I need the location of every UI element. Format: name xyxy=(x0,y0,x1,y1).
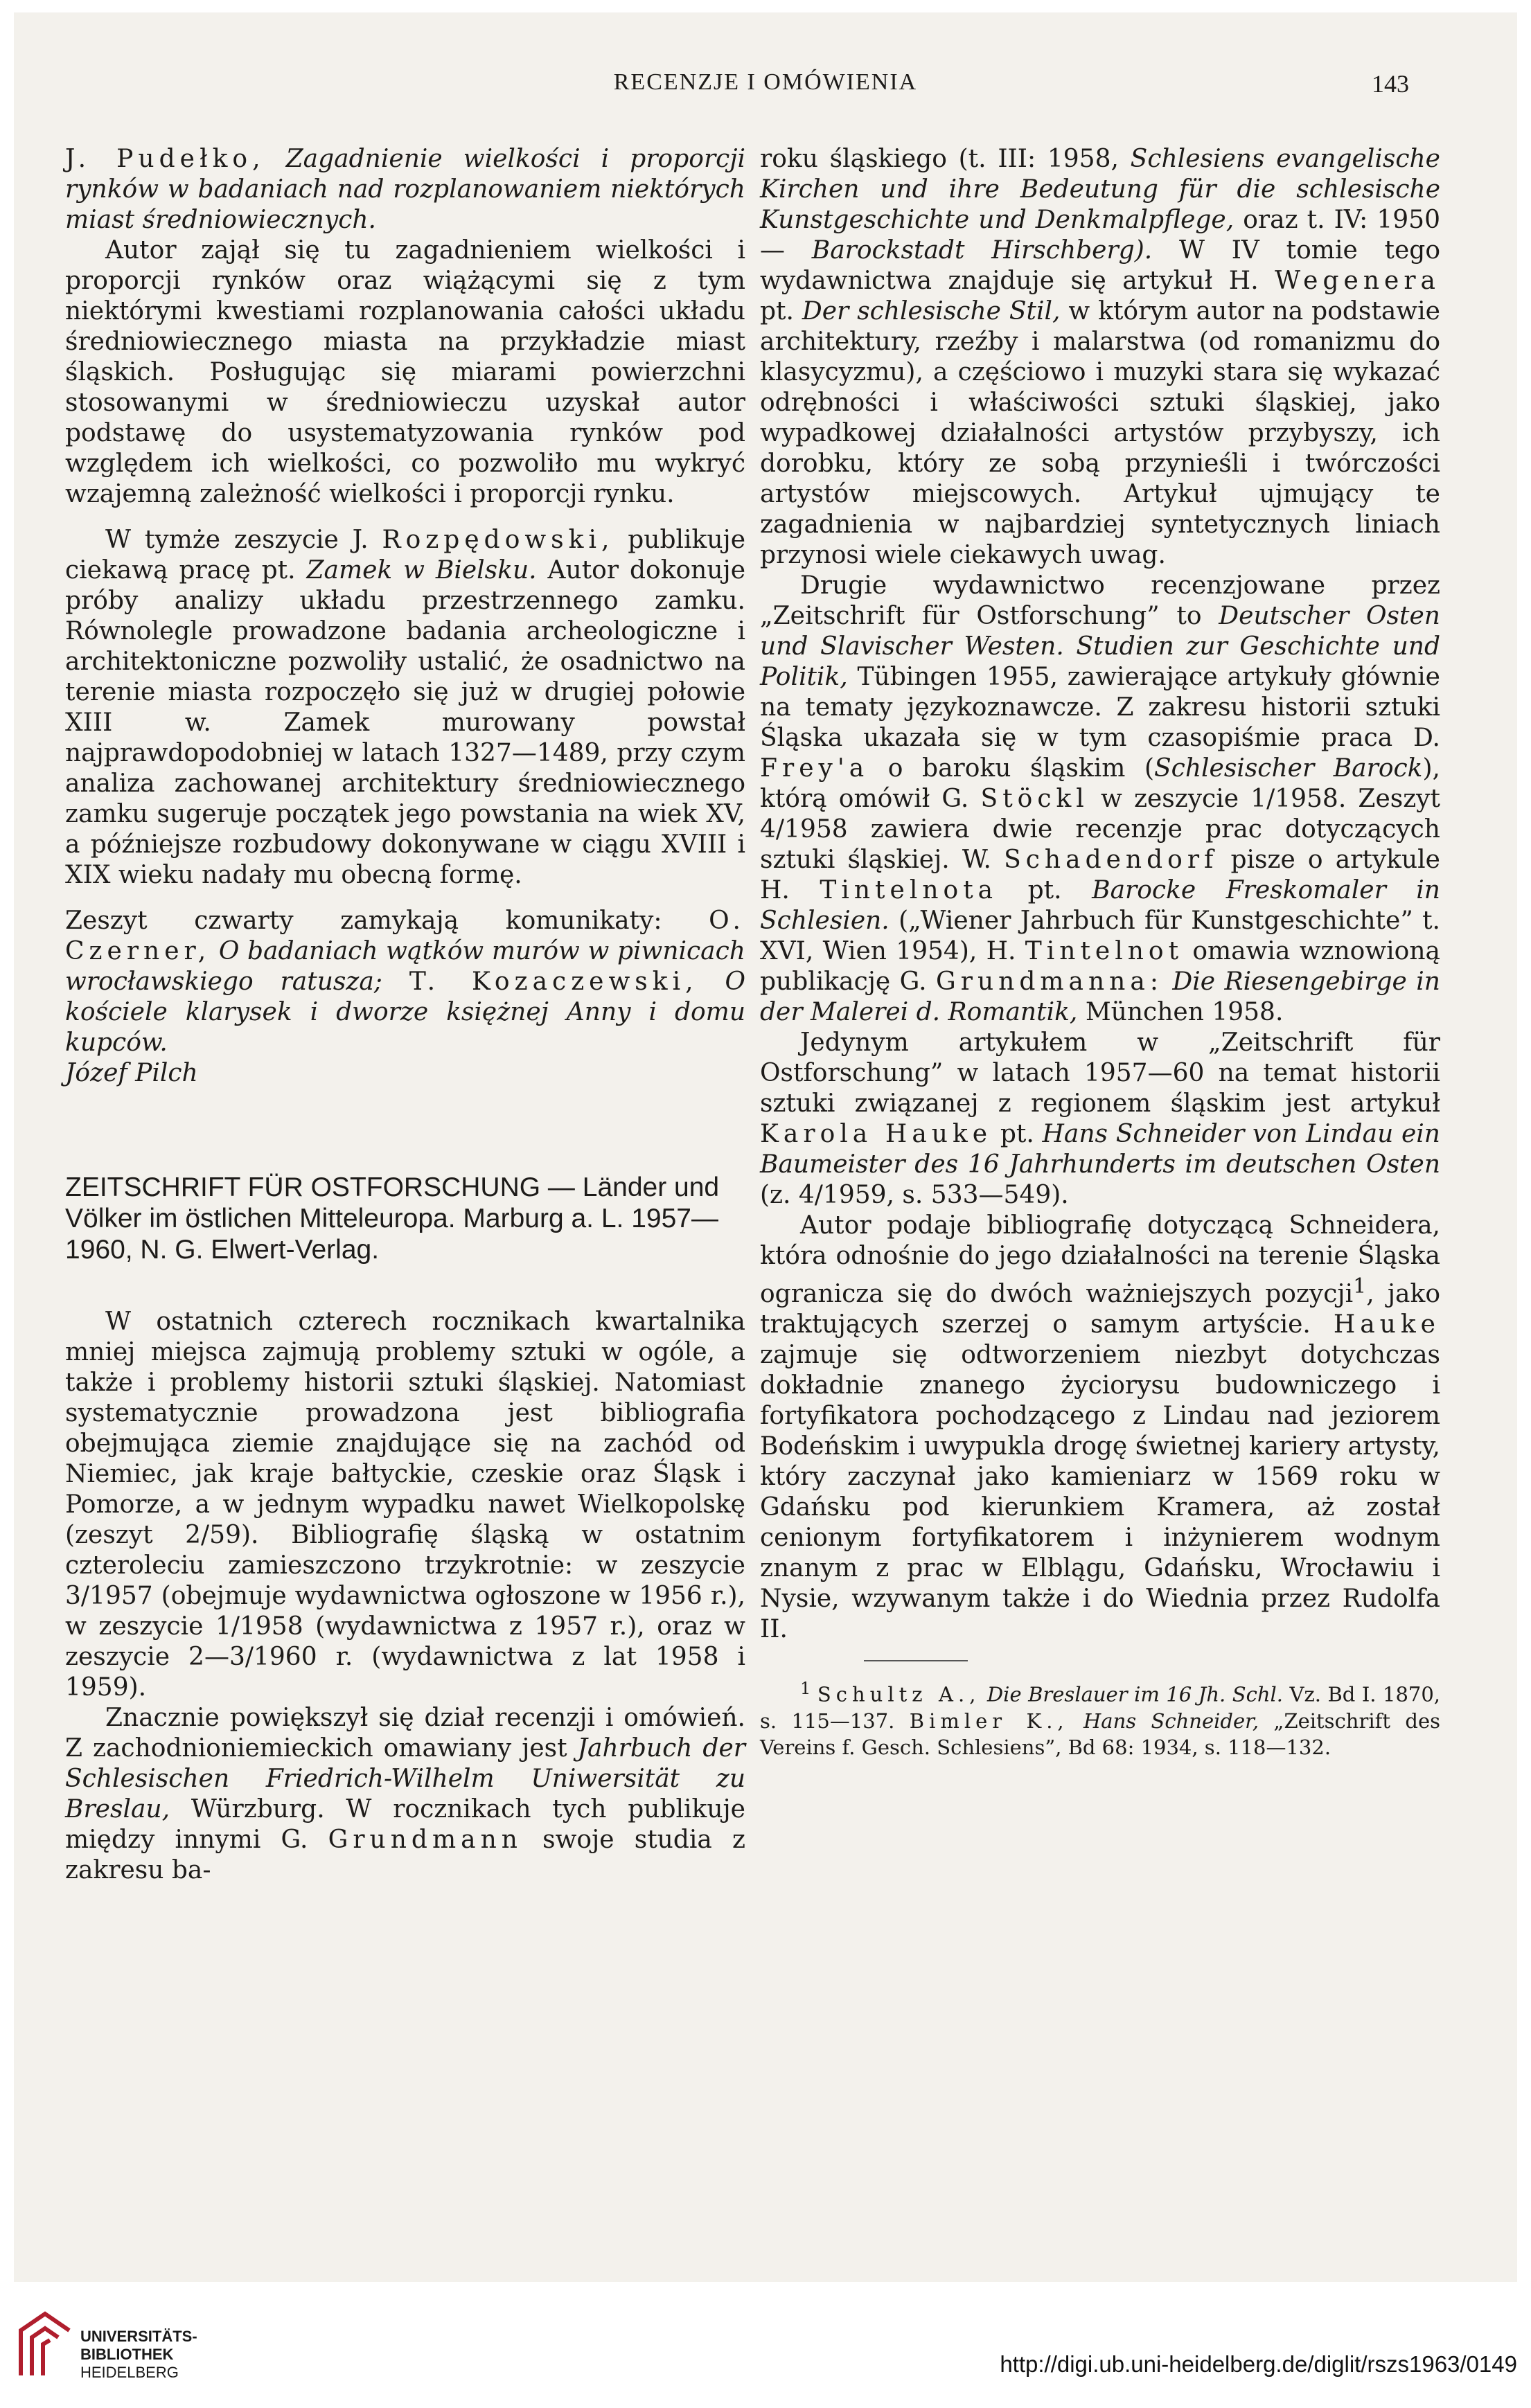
text-run: swoje studia z zakresu ba- xyxy=(65,1826,745,1884)
library-name xyxy=(80,2328,197,2382)
work-title: Jahrbuch der Schlesischen Friedrich-Wilhelm Uniwersität zu Breslau, xyxy=(65,1734,745,1823)
work-title: Hans Schneider, xyxy=(1083,1709,1259,1733)
right-paragraph-1 xyxy=(760,144,1440,571)
page-number: 143 xyxy=(1372,70,1409,98)
text-run: Vz. Bd I. 1870, s. 115—137. xyxy=(760,1682,1441,1733)
footnote-number: 1 xyxy=(800,1679,811,1698)
library-logo-icon xyxy=(14,2310,73,2379)
work-title: Schlesiens evangelische Kirchen und ihre Bedeutung für die schlesische Kunstgeschichte und Denkmalpflege, xyxy=(760,145,1440,234)
work-title: Hans Schneider von Lindau ein Baumeister des 16 Jahrhunderts im deutschen Osten xyxy=(760,1120,1440,1179)
left-paragraph-5: W ostatnich czterech rocznikach kwartalnika mniej miejsca zajmują problemy sztuki w ogóle, a także i problemy historii sztuki śląskiej. Natomiast systematycznie prowadzona jest bibliografia obejmująca ziemie znajdujące się na zachód od Niemiec, jak kraje bałtyckie, czeskie oraz Śląsk i Pomorze, a w jednym wypadku nawet Wielkopolskę (zeszyt 2/59). Bibliografię śląską w ostatnim czteroleciu zamieszczono trzykrotnie: w zeszycie 3/1957 (obejmuje wydawnictwa ogłoszone w 1956 r.), w zeszycie 1/1958 (wydawnictwa z 1957 r.), oraz w zeszycie 2—3/1960 r. (wydawnictwa z lat 1958 i 1959). xyxy=(65,1308,745,1702)
author-name: Schadendorf xyxy=(1004,846,1219,874)
text-run: W tymże zeszycie J. xyxy=(105,526,369,554)
right-paragraph-3 xyxy=(760,1028,1440,1211)
footnote-divider xyxy=(864,1660,968,1661)
text-run: publikuje ciekawą pracę pt. xyxy=(65,526,746,585)
work-title: Zamek w Bielsku. xyxy=(306,556,537,585)
work-title: O badaniach wątków murów w piwnicach wrocławskiego ratusza; xyxy=(65,937,745,996)
work-title: Die Breslauer im 16 Jh. Schl. xyxy=(986,1682,1284,1706)
footnote-marker: 1 xyxy=(1353,1274,1367,1299)
signature: Józef Pilch xyxy=(65,1059,198,1087)
right-paragraph-4 xyxy=(760,1211,1440,1645)
author-name: Karola Hauke xyxy=(760,1120,993,1148)
author-name: Tintelnota xyxy=(820,876,998,904)
logo-strokes xyxy=(21,2314,69,2375)
library-name-line: BIBLIOTHEK xyxy=(80,2346,174,2363)
work-title: Der schlesische Stil, xyxy=(802,297,1061,325)
text-run: o baroku śląskim ( xyxy=(887,754,1154,783)
text-run: München 1958. xyxy=(1085,998,1284,1026)
left-paragraph-2: Autor zajął się tu zagadnieniem wielkości i proporcji rynków oraz wiążącymi się z tym niektórymi kwestiami rozplanowania całości układu średniowiecznego miasta na przykładzie miast śląskich. Posługując się miarami powierzchni stosowanymi w średniowieczu uzyskał autor podstawę do usystematyzowania rynków pod względem ich wielkości, co pozwoliło mu wykryć wzajemną zależność wielkości i proporcji rynku. xyxy=(65,236,745,508)
author-name: Frey'a xyxy=(760,754,869,783)
text-run: Autor podaje bibliografię dotyczącą Schneidera, która odnośnie do jego działalności na terenie Śląska ogranicza się do dwóch ważniejszych pozycji xyxy=(760,1211,1440,1308)
library-name-line: UNIVERSITÄTS- xyxy=(80,2328,197,2345)
left-paragraph-1 xyxy=(65,144,745,235)
permalink-url[interactable]: http://digi.ub.uni-heidelberg.de/diglit/rszs1963/0149 xyxy=(1000,2351,1517,2377)
text-run: pt. xyxy=(1027,876,1062,904)
author-name: T. Kozaczewski, xyxy=(409,967,698,996)
running-header: RECENZJE I OMÓWIENIA xyxy=(613,69,918,95)
text-run: W IV tomie tego wydawnictwa znajduje się artykuł H. xyxy=(760,236,1440,295)
text-run: (z. 4/1959, s. 533—549). xyxy=(760,1181,1069,1209)
text-run: („Wiener Jahrbuch für Kunstgeschichte” t. XVI, Wien 1954), H. xyxy=(760,907,1440,965)
text-run: Zeszyt czwarty zamykają komunikaty: xyxy=(65,907,662,935)
text-run: „Zeitschrift des Vereins f. Gesch. Schlesiens”, Bd 68: 1934, s. 118—132. xyxy=(760,1709,1440,1759)
author-name: Schultz A., xyxy=(817,1682,981,1706)
left-column xyxy=(65,144,745,1886)
left-paragraph-3 xyxy=(65,525,745,891)
text-run: Znacznie powiększył się dział recenzji i omówień. Z zachodnioniemieckich omawiany jest xyxy=(65,1704,745,1763)
text-run: omawia wznowioną publikację G. xyxy=(760,937,1440,996)
author-name: Wegenera xyxy=(1275,267,1440,295)
right-paragraph-2 xyxy=(760,571,1440,1028)
text-run: , jako traktujących szerzej o samym artyście. xyxy=(760,1280,1440,1339)
text-run: Würzburg. W rocznikach tych publikuje między innymi G. xyxy=(65,1795,745,1854)
work-title: Deutscher Osten und Slavischer Westen. Studien zur Geschichte und Politik, xyxy=(760,602,1440,691)
right-column xyxy=(760,144,1440,1760)
text-run: w którym autor na podstawie architektury, rzeźby i malarstwa (od romanizmu do klasycyzmu), a częściowo i muzyki stara się wykazać odrębności i właściwości sztuki śląskiej, jako wypadkowej działalności artystów przybyszy, ich dorobku, który ze sobą przynieśli i twórczości artystów miejscowych. Artykuł ujmujący te zagadnienia w najbardziej syntetycznych liniach przynosi wiele ciekawych uwag. xyxy=(760,297,1440,569)
text-run: Drugie wydawnictwo recenzjowane przez „Zeitschrift für Ostforschung” to xyxy=(760,571,1440,630)
author-name: Bimler K., xyxy=(909,1709,1069,1733)
author-name: O. Czerner, xyxy=(65,907,745,965)
text-run: ), którą omówił G. xyxy=(760,754,1440,813)
left-paragraph-4 xyxy=(65,906,745,1058)
footnote xyxy=(760,1675,1440,1760)
text-run: pisze o artykule H. xyxy=(760,846,1440,904)
author-name: Tintelnot xyxy=(1025,937,1184,965)
work-title: Schlesischer Barock xyxy=(1154,754,1423,783)
text-run: roku śląskiego (t. III: 1958, xyxy=(760,145,1119,173)
work-title: Barockstadt Hirschberg). xyxy=(811,236,1153,265)
scanned-page xyxy=(14,12,1517,2282)
work-title: O kościele klarysek i dworze księżnej Anny i domu kupców. xyxy=(65,967,745,1057)
review-heading: ZEITSCHRIFT FÜR OSTFORSCHUNG — Länder und Völker im östlichen Mitteleuropa. Marburg a. L. 1957—1960, N. G. Elwert-Verlag. xyxy=(65,1172,720,1265)
text-run: Jedynym artykułem w „Zeitschrift für Ostforschung” w latach 1957—60 na temat historii sztuki związanej z regionem śląskim jest artykuł xyxy=(760,1028,1440,1118)
author-name: Grundmann xyxy=(328,1826,522,1854)
text-run: Autor dokonuje próby analizy układu przestrzennego zamku. Równolegle prowadzone badania archeologiczne i architektoniczne pozwoliły ustalić, że osadnictwo na terenie miasta rozpoczęło się już w drugiej połowie XIII w. Zamek murowany powstał najprawdopodobniej w latach 1327—1489, przy czym analiza zachowanej architektury średniowiecznego zamku sugeruje początek jego powstania na wiek XV, a późniejsze rozbudowy dokonywane w ciągu XVIII i XIX wieku nadały mu obecną formę. xyxy=(65,556,746,889)
text-run: oraz t. IV: 1950 — xyxy=(760,206,1440,265)
author-name: Hauke xyxy=(1333,1310,1440,1339)
digitization-footer xyxy=(0,2282,1531,2408)
text-run: w zeszycie 1/1958. Zeszyt 4/1958 zawiera dwie recenzje prac dotyczących sztuki śląskiej. W. xyxy=(760,785,1440,874)
text-run: zajmuje się odtworzeniem niezbyt dotychczas dokładnie znanego życiorysu budowniczego i fortyfikatora pochodzącego z Lindau nad jeziorem Bodeńskim i uwypukla drogę świetnej kariery artysty, który zaczynał jako kamieniarz w 1569 roku w Gdańsku pod kierunkiem Kramera, aż został cenionym fortyfikatorem i inżynierem wodnym znanym z prac w Elblągu, Gdańsku, Wrocławiu i Nysie, wzywanym także i do Wiednia przez Rudolfa II. xyxy=(760,1341,1440,1643)
author-name: J. Pudełko, xyxy=(65,145,265,173)
author-name: Stöckl xyxy=(980,785,1089,813)
text-run: pt. xyxy=(760,297,794,325)
author-name: Rozpędowski, xyxy=(382,526,614,554)
left-paragraph-6 xyxy=(65,1703,745,1886)
work-title: Die Riesengebirge in der Malerei d. Romantik, xyxy=(760,967,1440,1026)
text-run: pt. xyxy=(1000,1120,1034,1148)
author-name: Grundmanna: xyxy=(936,967,1163,996)
work-title: Zagadnienie wielkości i proporcji rynków w badaniach nad rozplanowaniem niektórych miast średniowiecznych. xyxy=(65,145,745,234)
library-name-line: HEIDELBERG xyxy=(80,2364,179,2381)
logo-stroke-inner xyxy=(43,2340,50,2375)
work-title: Barocke Freskomaler in Schlesien. xyxy=(760,876,1440,935)
text-run: Tübingen 1955, zawierające artykuły głównie na tematy językoznawcze. Z zakresu historii sztuki Śląska ukazała się w tym czasopiśmie praca D. xyxy=(760,663,1440,752)
